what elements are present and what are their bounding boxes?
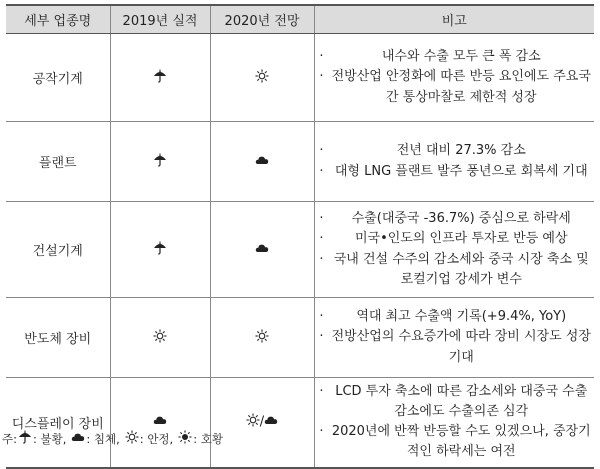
legend-label: : 침체, [86, 431, 120, 446]
remark-item [315, 162, 595, 182]
industry-name: 공작기계 [6, 34, 110, 122]
remark-item [315, 307, 595, 327]
bullet-marker: · [319, 49, 324, 65]
sun-outline-icon [255, 69, 269, 87]
umbrella-icon [153, 241, 167, 259]
remark-item [315, 327, 595, 367]
bullet-marker: · [319, 163, 324, 179]
remark-text: 대형 LNG 플랜트 발주 풍년으로 회복세 기대 [334, 163, 588, 179]
bullet-marker: · [319, 383, 324, 399]
cloud-icon [255, 154, 269, 170]
outlook-2020-cell [210, 378, 314, 468]
industry-name: 반도체 장비 [6, 298, 110, 378]
remark-text: 국내 건설 수주의 감소세와 중국 시장 축소 및 로컬기업 강세가 변수 [333, 251, 589, 287]
umbrella-icon [153, 69, 167, 87]
remarks-cell [314, 34, 594, 122]
remark-text: 전방산업의 수요증가에 따라 장비 시장도 성장 기대 [331, 329, 591, 365]
header-2020: 2020년 전망 [210, 5, 314, 34]
remark-text: 역대 최고 수출액 기록(+9.4%, YoY) [356, 309, 567, 325]
header-remarks: 비고 [314, 5, 594, 34]
remark-text: 2020년에 반짝 반등할 수도 있겠으나, 중장기적인 하락세는 여전 [331, 424, 591, 460]
outlook-2019-cell [110, 378, 210, 468]
bullet-marker: · [319, 251, 324, 267]
table-row [6, 34, 594, 122]
remark-item [315, 67, 595, 107]
remarks-cell [314, 202, 594, 298]
remark-text: 수출(대중국 -36.7%) 중심으로 하락세 [351, 211, 571, 227]
legend-note [2, 430, 227, 447]
legend-label: : 불황, [32, 431, 67, 446]
outlook-2020-cell [210, 298, 314, 378]
header-industry: 세부 업종명 [6, 5, 110, 34]
bullet-marker: · [319, 211, 324, 227]
sun-outline-icon [153, 329, 167, 347]
industry-outlook-table [6, 4, 594, 469]
umbrella-icon [18, 430, 32, 447]
table-row [6, 378, 594, 468]
industry-name: 건설기계 [6, 202, 110, 298]
bullet-marker: · [319, 329, 324, 345]
cloud-icon [264, 414, 278, 430]
remark-item [315, 382, 595, 422]
icon-separator: / [259, 414, 265, 430]
remarks-cell [314, 298, 594, 378]
remarks-cell [314, 378, 594, 468]
outlook-2019-cell [110, 298, 210, 378]
outlook-2019-cell [110, 202, 210, 298]
sun-outline-icon [125, 430, 139, 447]
remark-item [315, 229, 595, 249]
remark-text: 전년 대비 27.3% 감소 [396, 143, 526, 159]
legend-label: : 안정, [139, 431, 174, 446]
sun-outline-icon [255, 329, 269, 347]
remark-item [315, 250, 595, 290]
remarks-cell [314, 122, 594, 202]
outlook-2020-cell [210, 34, 314, 122]
remark-text: 내수와 수출 모두 큰 폭 감소 [381, 49, 541, 65]
outlook-2020-cell [210, 122, 314, 202]
table-row [6, 122, 594, 202]
outlook-2019-cell [110, 34, 210, 122]
table-row [6, 202, 594, 298]
remark-item [315, 422, 595, 462]
header-2019: 2019년 실적 [110, 5, 210, 34]
remark-text: 전방산업 안정화에 따른 반등 요인에도 주요국 간 통상마찰로 제한적 성장 [331, 69, 591, 105]
remark-item [315, 141, 595, 161]
cloud-icon [71, 431, 85, 446]
sun-filled-icon [178, 430, 192, 447]
legend-label: : 호황 [193, 431, 223, 446]
bullet-marker: · [319, 424, 324, 440]
cloud-icon [153, 414, 167, 430]
outlook-2019-cell [110, 122, 210, 202]
outlook-2020-cell [210, 202, 314, 298]
remark-text: 미국•인도의 인프라 투자로 반등 예상 [354, 231, 568, 247]
note-prefix: 주: [2, 431, 17, 446]
bullet-marker: · [319, 143, 324, 159]
bullet-marker: · [319, 69, 324, 85]
remark-item [315, 47, 595, 67]
remark-text: LCD 투자 축소에 따른 감소세와 대중국 수출 감소에도 수출의존 심각 [335, 383, 588, 420]
cloud-icon [255, 242, 269, 258]
umbrella-icon [153, 153, 167, 171]
header-row [6, 5, 594, 34]
remark-item [315, 209, 595, 229]
industry-name: 디스플레이 장비 [6, 378, 110, 468]
bullet-marker: · [319, 309, 324, 325]
sun-outline-icon [246, 413, 260, 431]
table-row [6, 298, 594, 378]
industry-name: 플랜트 [6, 122, 110, 202]
bullet-marker: · [319, 231, 324, 247]
